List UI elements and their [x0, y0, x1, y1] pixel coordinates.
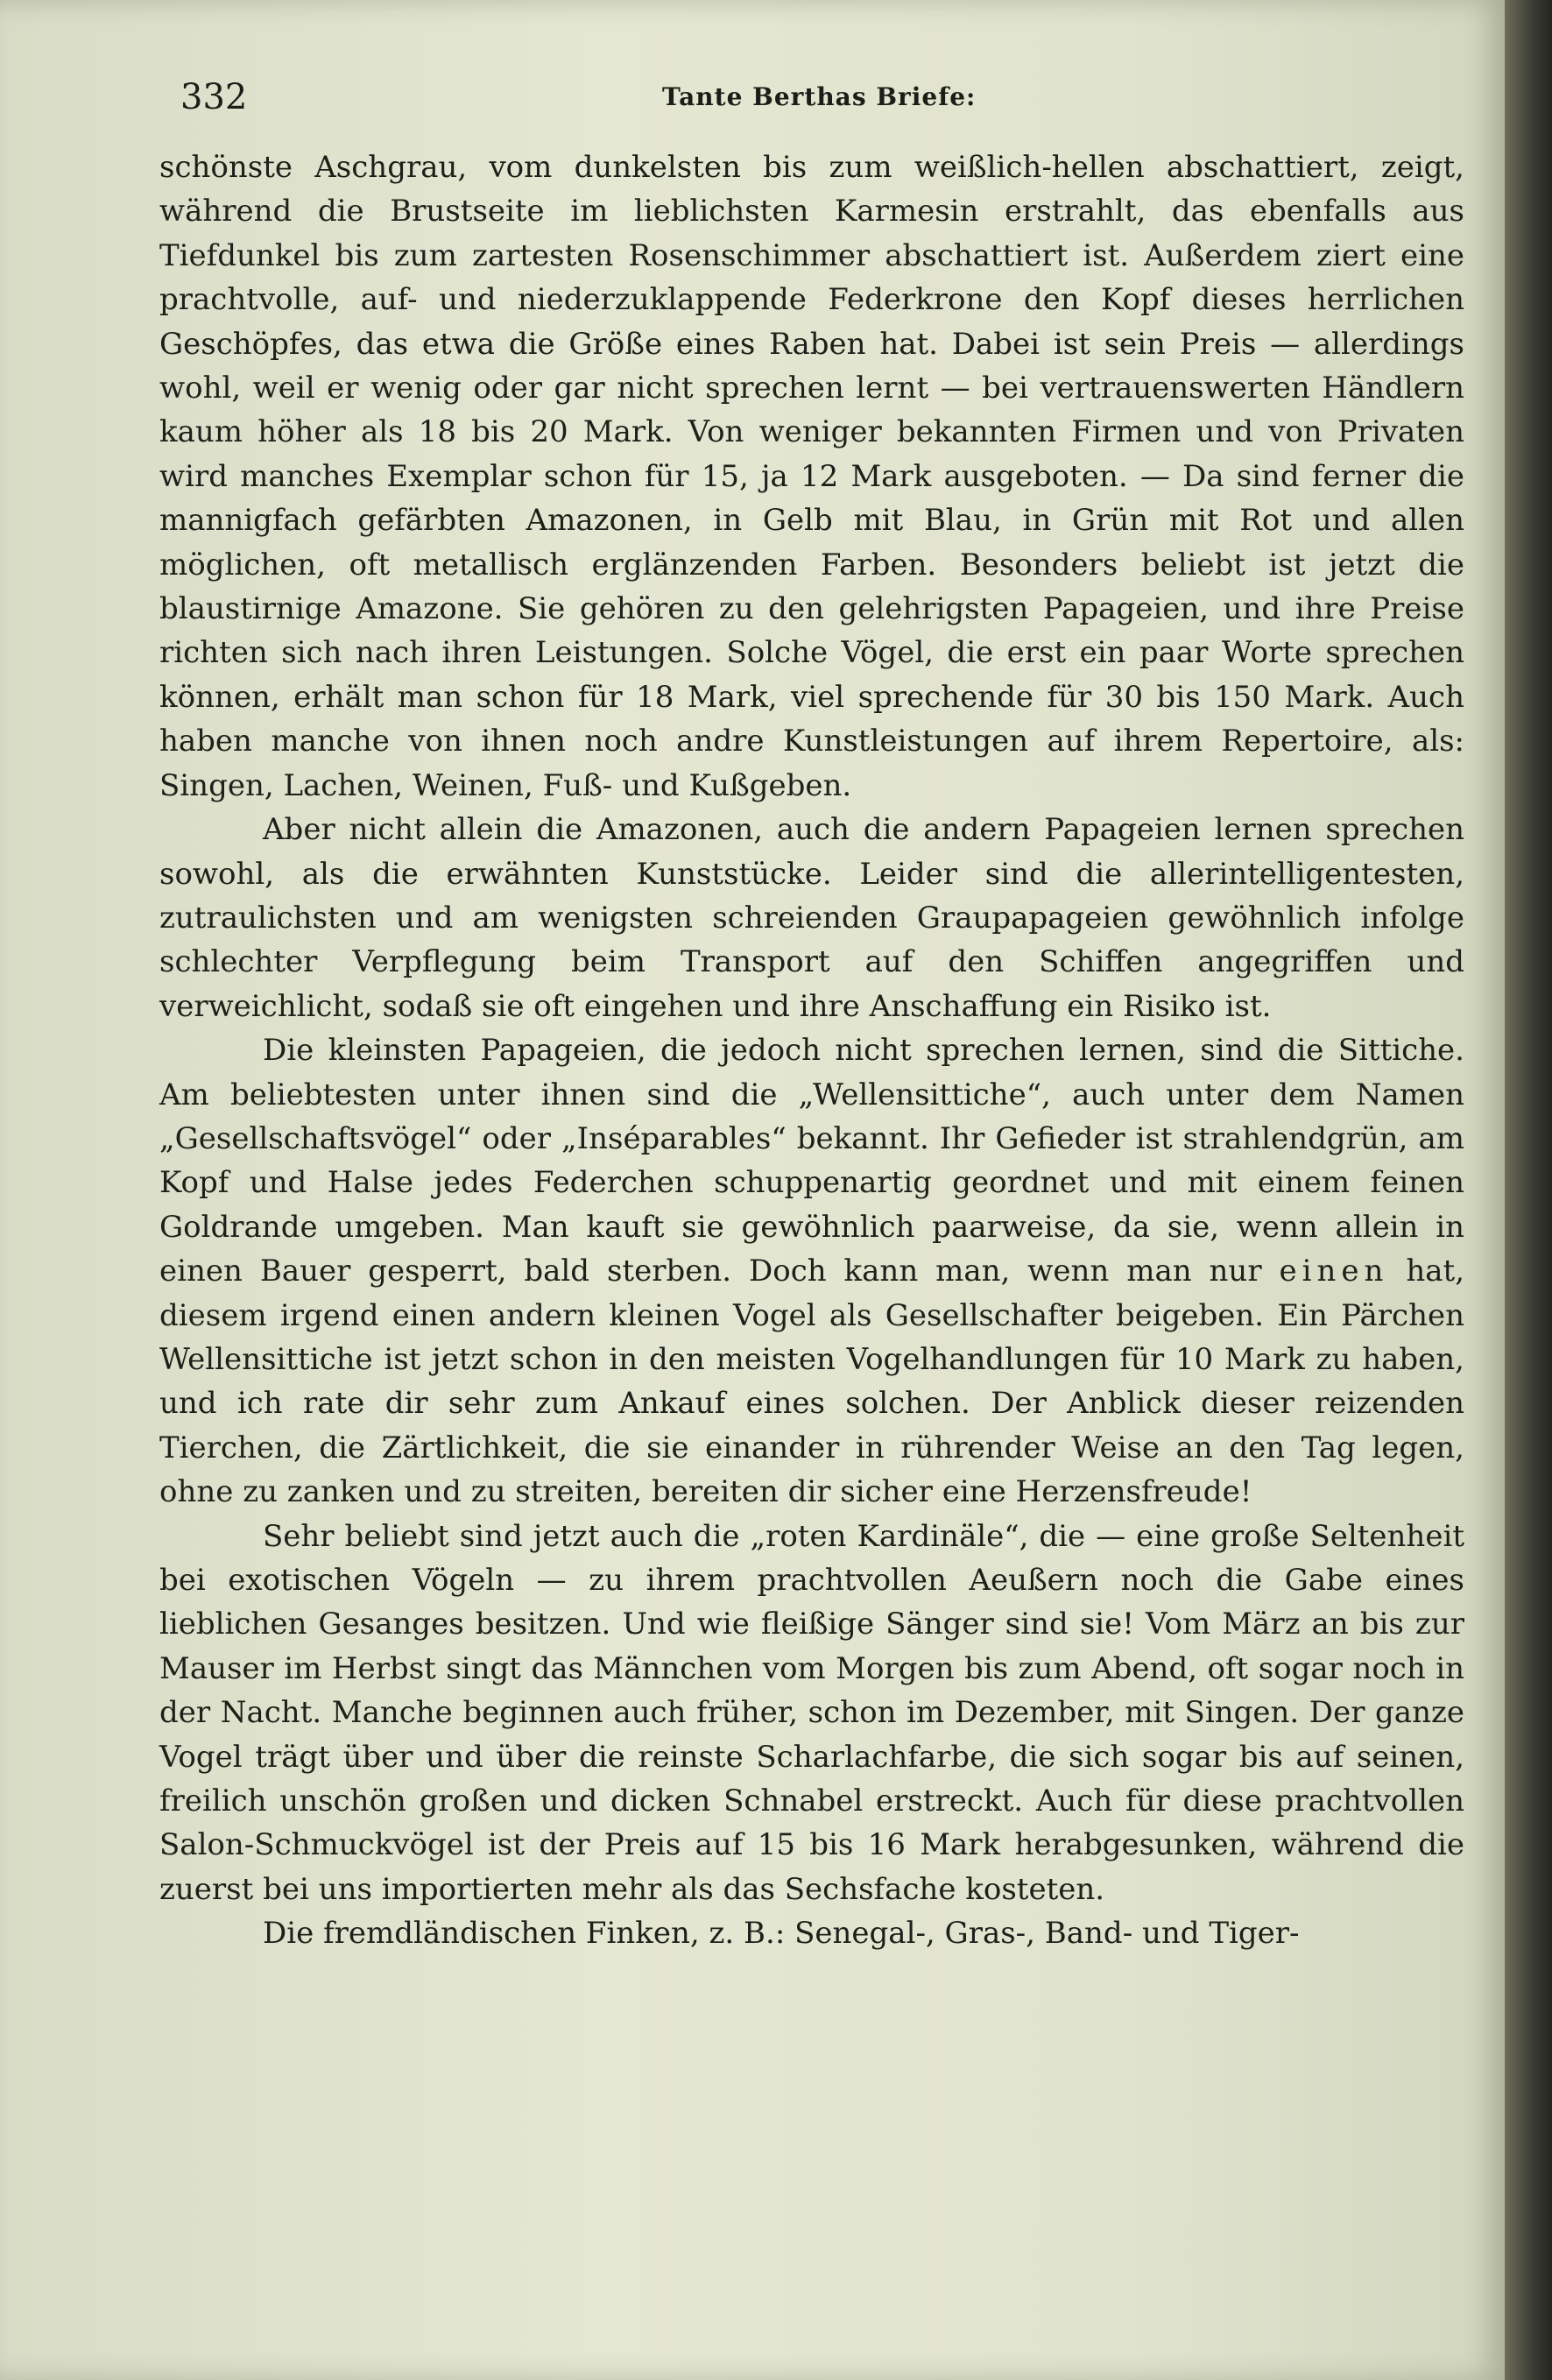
page-edge-shadow	[1505, 0, 1552, 2380]
body-text	[159, 145, 1464, 1956]
page-number: 332	[180, 77, 248, 117]
paragraph	[159, 1028, 1464, 1514]
paragraph-text: Die kleinsten Papageien, die jedoch nicht sprechen lernen, sind die Sittiche. Am beliebtesten unter ihnen sind die „Wellensittiche“, auch unter dem Namen „Gesellschaftsvögel“ oder „Inséparables“ bekannt. Ihr Gefieder ist strahlendgrün, am Kopf und Halse jedes Federchen schuppenartig geordnet und mit einem feinen Goldrande umgeben. Man kauft sie gewöhnlich paarweise, da sie, wenn allein in einen Bauer gesperrt, bald sterben. Doch kann man, wenn man nur	[159, 1033, 1464, 1289]
paragraph: Sehr beliebt sind jetzt auch die „roten Kardinäle“, die — eine große Seltenheit bei exotischen Vögeln — zu ihrem prachtvollen Aeußern noch die Gabe eines lieblichen Gesanges besitzen. Und wie fleißige Sänger sind sie! Vom März an bis zur Mauser im Herbst singt das Männchen vom Morgen bis zum Abend, oft sogar noch in der Nacht. Manche beginnen auch früher, schon im Dezember, mit Singen. Der ganze Vogel trägt über und über die reinste Scharlachfarbe, die sich sogar bis auf seinen, freilich unschön großen und dicken Schnabel erstreckt. Auch für diese prachtvollen Salon-Schmuckvögel ist der Preis auf 15 bis 16 Mark herabgesunken, während die zuerst bei uns importierten mehr als das Sechsfache kosteten.	[159, 1518, 1464, 1907]
emphasized-word: einen	[1279, 1254, 1389, 1289]
paragraph: Aber nicht allein die Amazonen, auch die andern Papageien lernen sprechen sowohl, als die erwähnten Kunststücke. Leider sind die allerintelligentesten, zutraulichsten und am wenigsten schreienden Graupapageien gewöhnlich infolge schlechter Verpflegung beim Transport auf den Schiffen angegriffen und verweichlicht, sodaß sie oft eingehen und ihre Anschaffung ein Risiko ist.	[159, 812, 1464, 1024]
page-header	[180, 77, 1450, 121]
paragraph: Die fremdländischen Finken, z. B.: Senegal-, Gras-, Band- und Tiger-	[263, 1916, 1300, 1952]
paragraph: schönste Aschgrau, vom dunkelsten bis zum weißlich-hellen abschattiert, zeigt, während die Brustseite im lieblichsten Karmesin erstrahlt, das ebenfalls aus Tiefdunkel bis zum zartesten Rosenschimmer abschattiert ist. Außerdem ziert eine prachtvolle, auf- und niederzuklappende Federkrone den Kopf dieses herrlichen Geschöpfes, das etwa die Größe eines Raben hat. Dabei ist sein Preis — allerdings wohl, weil er wenig oder gar nicht sprechen lernt — bei vertrauenswerten Händlern kaum höher als 18 bis 20 Mark. Von weniger bekannten Firmen und von Privaten wird manches Exemplar schon für 15, ja 12 Mark ausgeboten. — Da sind ferner die mannigfach gefärbten Amazonen, in Gelb mit Blau, in Grün mit Rot und allen möglichen, oft metallisch erglänzenden Farben. Besonders beliebt ist jetzt die blaustirnige Amazone. Sie gehören zu den gelehrigsten Papageien, und ihre Preise richten sich nach ihren Leistungen. Solche Vögel, die erst ein paar Worte sprechen können, erhält man schon für 18 Mark, viel sprechende für 30 bis 150 Mark. Auch haben manche von ihnen noch andre Kunstleistungen auf ihrem Repertoire, als: Singen, Lachen, Weinen, Fuß- und Kußgeben.	[159, 150, 1464, 803]
paragraph-text: hat, diesem irgend einen andern kleinen Vogel als Gesellschafter beigeben. Ein Pärchen Wellensittiche ist jetzt schon in den meisten Vogelhandlungen für 10 Mark zu haben, und ich rate dir sehr zum Ankauf eines solchen. Der Anblick dieser reizenden Tierchen, die Zärtlichkeit, die sie einander in rührender Weise an den Tag legen, ohne zu zanken und zu streiten, bereiten dir sicher eine Herzensfreude!	[159, 1254, 1464, 1510]
running-title: Tante Berthas Briefe:	[662, 82, 977, 111]
